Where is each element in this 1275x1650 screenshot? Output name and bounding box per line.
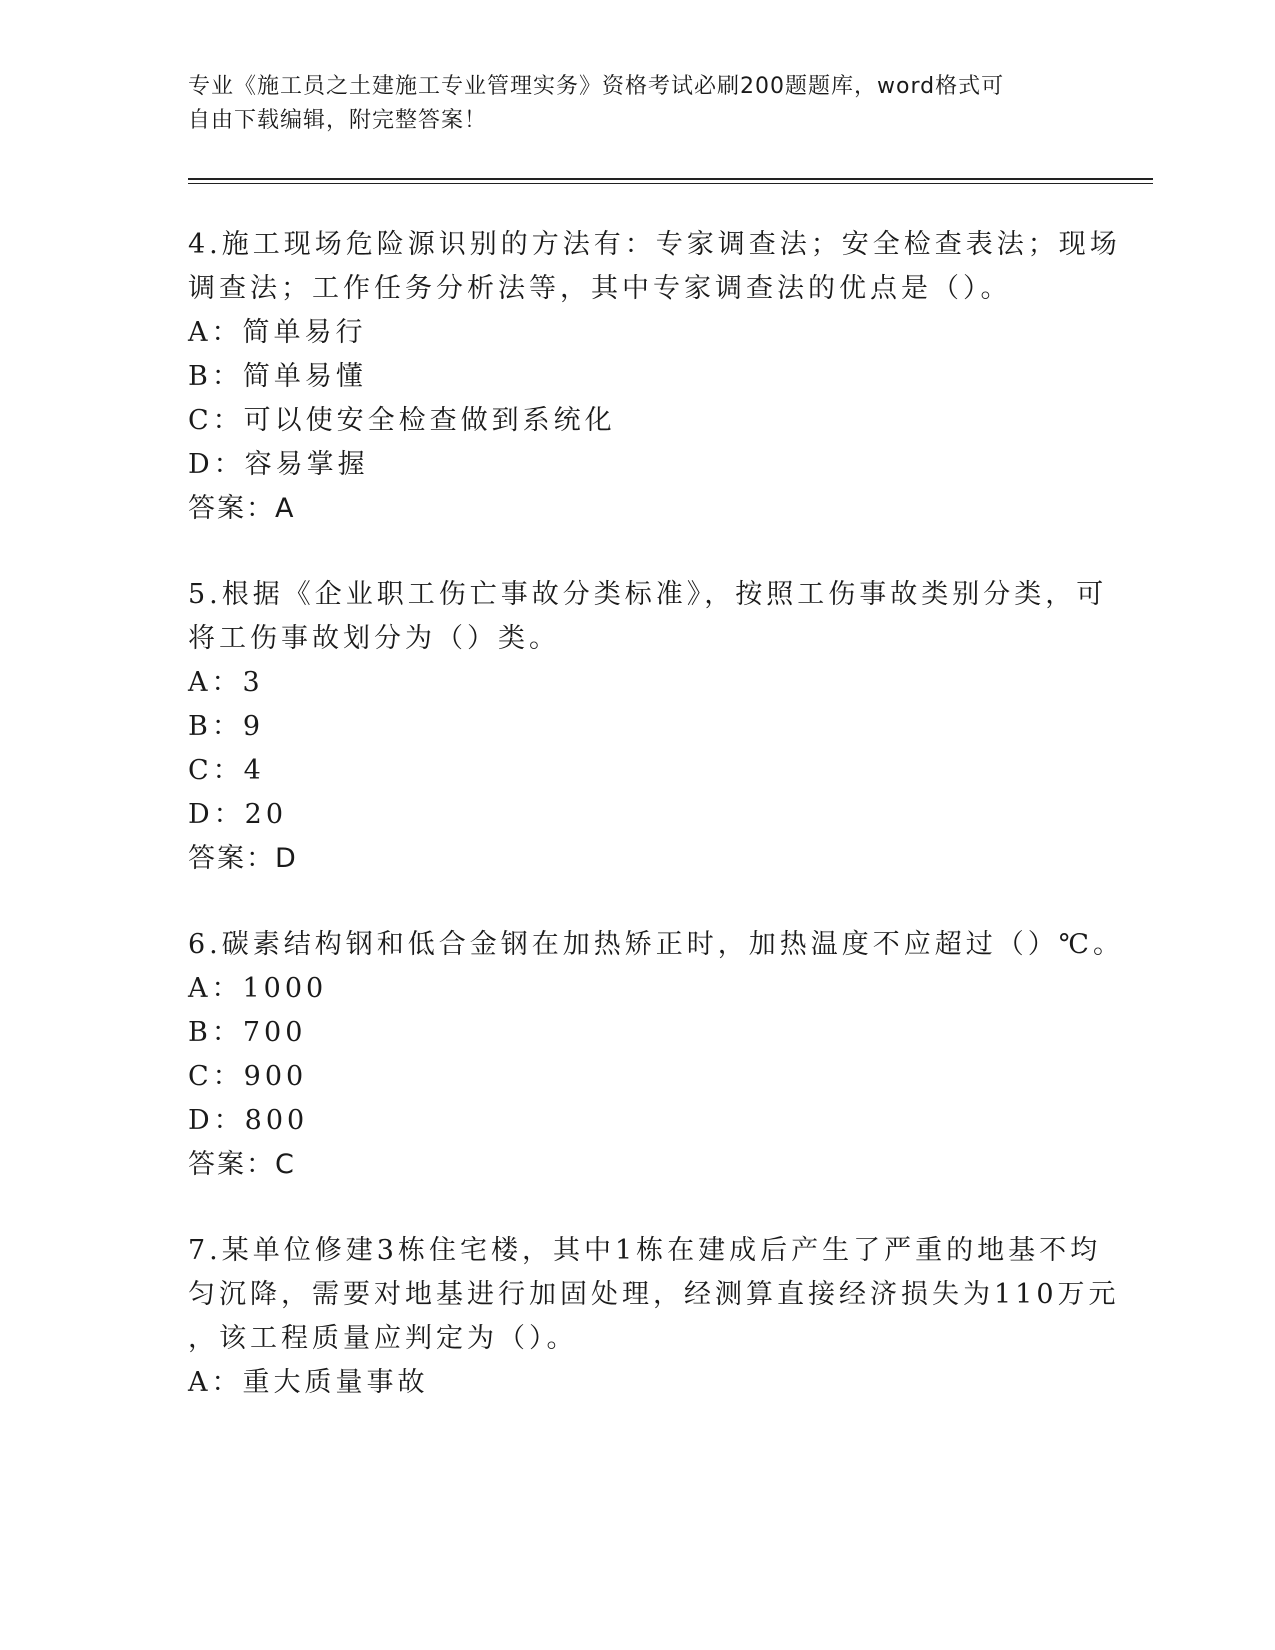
document-header	[188, 70, 1068, 138]
question-4-option-d: D：容易掌握	[188, 449, 369, 480]
header-line-2: 自由下载编辑，附完整答案！	[188, 108, 488, 133]
question-5-answer: 答案：D	[188, 843, 298, 874]
question-6-option-b: B：700	[188, 1017, 307, 1048]
question-7-stem-line-2: 匀沉降，需要对地基进行加固处理，经测算直接经济损失为110万元	[188, 1279, 1120, 1310]
question-5-stem-line-2: 将工伤事故划分为（）类。	[188, 623, 560, 654]
question-7-stem-line-3: ，该工程质量应判定为（）。	[188, 1323, 578, 1354]
question-4-stem-line-1: 4.施工现场危险源识别的方法有：专家调查法；安全检查表法；现场	[188, 229, 1121, 260]
question-5-option-a: A：3	[188, 667, 264, 698]
header-divider	[188, 178, 1153, 184]
question-7-stem-line-1: 7.某单位修建3栋住宅楼，其中1栋在建成后产生了严重的地基不均	[188, 1235, 1102, 1266]
question-4-answer: 答案：A	[188, 493, 296, 524]
question-7-option-a: A：重大质量事故	[188, 1367, 429, 1398]
question-5-option-c: C：4	[188, 755, 265, 786]
question-6-stem-line-1: 6.碳素结构钢和低合金钢在加热矫正时，加热温度不应超过（）℃。	[188, 929, 1124, 960]
question-5-stem-line-1: 5.根据《企业职工伤亡事故分类标准》，按照工伤事故类别分类，可	[188, 579, 1108, 610]
question-5-option-b: B：9	[188, 711, 265, 742]
question-4-stem-line-2: 调查法；工作任务分析法等，其中专家调查法的优点是（）。	[188, 273, 1012, 304]
header-line-1: 专业《施工员之土建施工专业管理实务》资格考试必刷200题题库，word格式可	[188, 74, 1005, 99]
question-6-option-d: D：800	[188, 1105, 309, 1136]
question-4-option-b: B：简单易懂	[188, 361, 367, 392]
question-4-option-a: A：简单易行	[188, 317, 367, 348]
question-6-option-c: C：900	[188, 1061, 308, 1092]
question-4-option-c: C：可以使安全检查做到系统化	[188, 405, 616, 436]
question-6-answer: 答案：C	[188, 1149, 296, 1180]
question-5-option-d: D：20	[188, 799, 288, 830]
question-6-option-a: A：1000	[188, 973, 328, 1004]
